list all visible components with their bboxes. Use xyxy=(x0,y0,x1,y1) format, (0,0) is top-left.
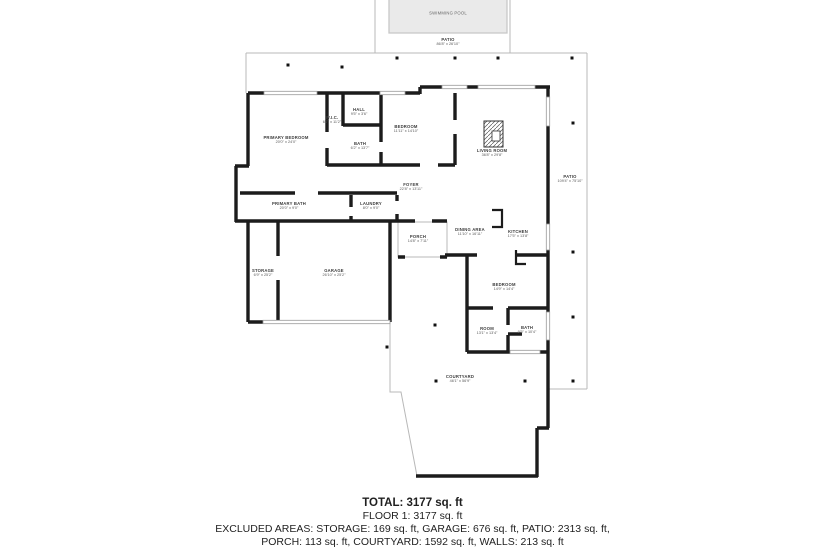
room-name: STORAGE xyxy=(251,267,275,273)
room-name: W.I.C. xyxy=(325,114,339,120)
room-dims: 17'5" x 13'8" xyxy=(507,234,529,239)
room-dims: 9'5" x 10'4" xyxy=(517,330,537,335)
room-name: PRIMARY BATH xyxy=(272,200,306,206)
swimming-pool-shape xyxy=(389,0,507,33)
room-name: HALL xyxy=(353,106,365,112)
room-dims: 14'8" x 7'11" xyxy=(407,239,429,244)
room-name: LAUNDRY xyxy=(360,200,382,206)
room-dims: 86'8" x 26'10" xyxy=(436,42,460,47)
room-name: BATH xyxy=(520,324,534,330)
room-dims: 36'8" x 29'8" xyxy=(481,153,503,158)
room-dims: 109'4" x 75'10" xyxy=(557,179,583,184)
room-name: GARAGE xyxy=(324,267,344,273)
room-dims: 6'7" x 11'2" xyxy=(322,120,342,125)
room-dims: 8'0" x 9'0" xyxy=(362,206,380,211)
area-summary xyxy=(0,497,825,549)
room-name: BATH xyxy=(353,140,367,146)
room-name: SWIMMING POOL xyxy=(429,10,467,16)
room-dims: 6'9" x 25'2" xyxy=(253,273,273,278)
excluded-areas-line2: PORCH: 113 sq. ft, COURTYARD: 1592 sq. ft, WALLS: 213 sq. ft xyxy=(261,536,564,548)
room-name: LIVING ROOM xyxy=(476,147,508,153)
room-dims: 20'0" x 24'0" xyxy=(275,140,297,145)
room-name: KITCHEN xyxy=(507,228,529,234)
room-dims: 6'2" x 13'7" xyxy=(350,146,370,151)
room-dims: 26'10" x 25'2" xyxy=(322,273,346,278)
room-name: PRIMARY BEDROOM xyxy=(263,134,309,140)
floor1-area-text: FLOOR 1: 3177 sq. ft xyxy=(362,510,463,522)
fireplace-icon xyxy=(484,121,503,147)
room-name: ROOM xyxy=(480,325,494,331)
room-dims: 22'8" x 13'11" xyxy=(399,187,423,192)
excluded-areas-line1: EXCLUDED AREAS: STORAGE: 169 sq. ft, GARAGE: 676 sq. ft, PATIO: 2313 sq. ft, xyxy=(215,523,610,535)
room-name: COURTYARD xyxy=(445,373,475,379)
room-dims: 20'0" x 9'0" xyxy=(279,206,299,211)
room-dims: 11'10" x 16'11" xyxy=(457,232,483,237)
room-name: DINING AREA xyxy=(455,226,485,232)
room-dims: 14'9" x 14'4" xyxy=(493,287,515,292)
room-name: FOYER xyxy=(403,181,419,187)
room-name: PATIO xyxy=(441,36,455,42)
room-dims: 9'5" x 3'6" xyxy=(350,112,368,117)
room-name: BEDROOM xyxy=(492,281,516,287)
patio-courtyard-outline xyxy=(246,0,587,476)
room-dims: 13'1" x 13'4" xyxy=(476,331,498,336)
room-name: PATIO xyxy=(563,173,577,179)
room-name: PORCH xyxy=(409,233,427,239)
room-dims: 11'11" x 14'10" xyxy=(393,129,419,134)
room-name: BEDROOM xyxy=(394,123,418,129)
total-area-text: TOTAL: 3177 sq. ft xyxy=(362,497,463,509)
room-dims: 46'1" x 56'9" xyxy=(449,379,471,384)
